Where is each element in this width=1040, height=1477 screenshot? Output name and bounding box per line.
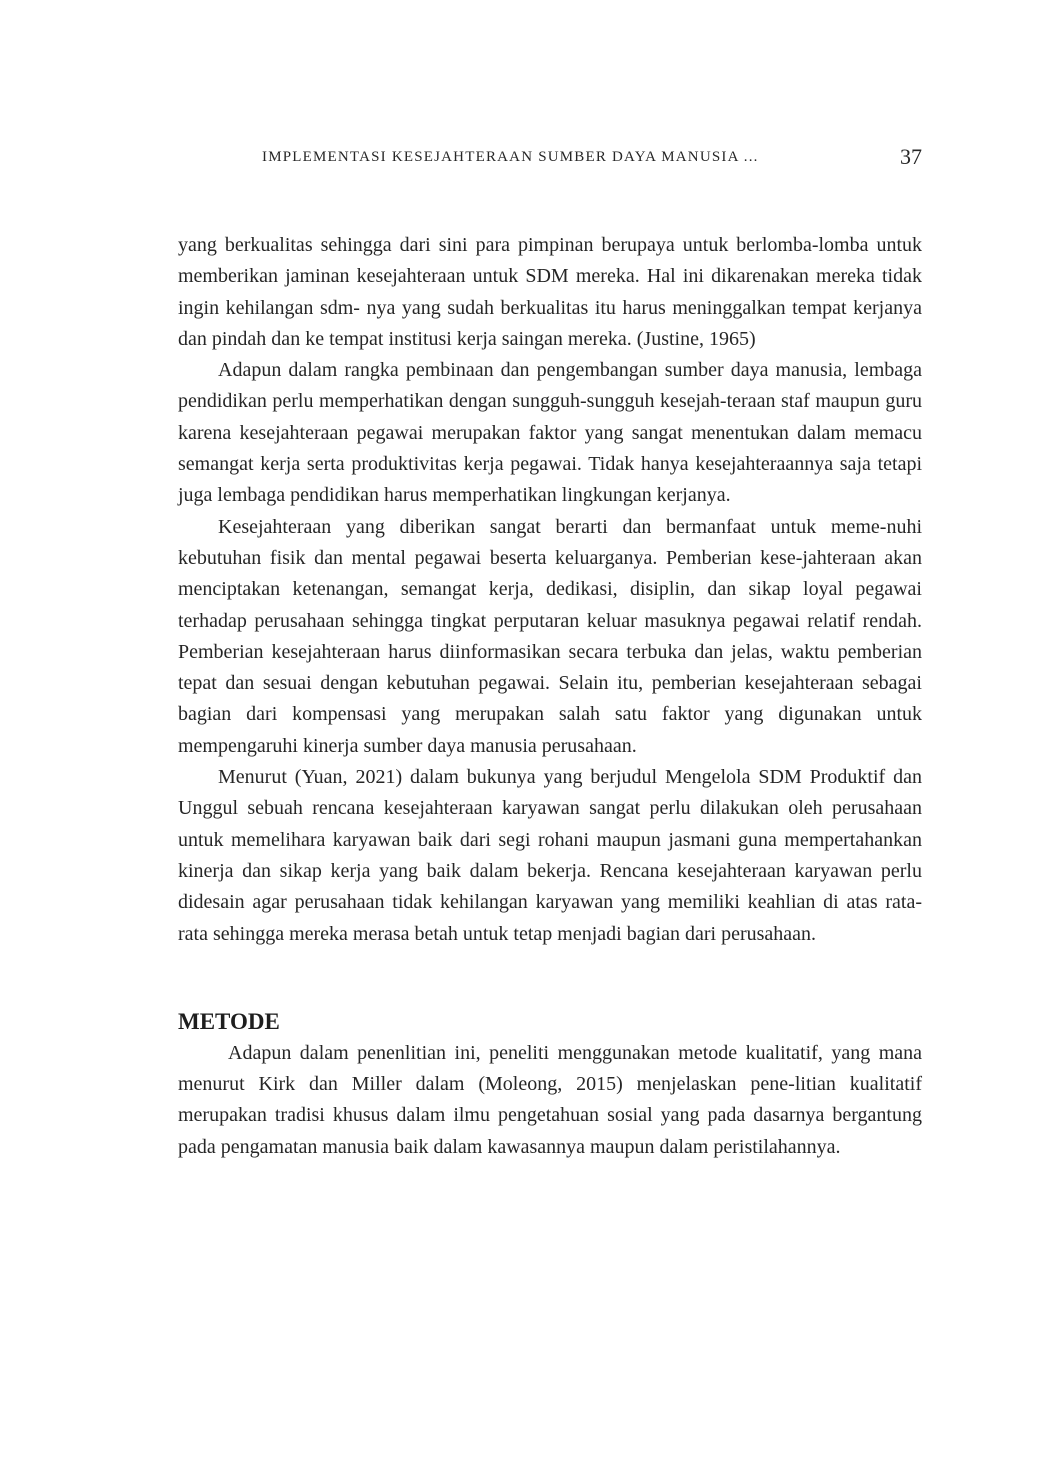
page-number: 37 — [900, 144, 922, 169]
running-header — [262, 144, 922, 171]
paragraph-pembinaan: Adapun dalam rangka pembinaan dan pengembangan sumber daya manusia, lembaga pendidikan perlu memperhatikan dengan sungguh-sungguh kesejah-teraan staf maupun guru karena kesejahteraan pegawai merupakan faktor yang sangat menentukan dalam memacu semangat kerja serta produktivitas kerja pegawai. Tidak hanya kesejahteraannya saja tetapi juga lembaga pendidikan harus memperhatikan lingkungan kerjanya. — [178, 359, 922, 507]
paragraph-continuation: yang berkualitas sehingga dari sini para pimpinan berupaya untuk berlomba-lomba untuk memberikan jaminan kesejahteraan untuk SDM mereka. Hal ini dikarenakan mereka tidak ingin kehilangan sdm- nya yang sudah berkualitas itu harus meninggalkan tempat kerjanya dan pindah dan ke tempat institusi kerja saingan mereka. (Justine, 1965) — [178, 234, 922, 350]
body-text — [178, 230, 922, 1163]
paragraph-menurut-yuan: Menurut (Yuan, 2021) dalam bukunya yang berjudul Mengelola SDM Produktif dan Unggul sebuah rencana kesejahteraan karyawan sangat perlu dilakukan oleh perusahaan untuk memelihara karyawan baik dari segi rohani maupun jasmani guna mempertahankan kinerja dan sikap kerja yang baik dalam bekerja. Rencana kesejahteraan karyawan perlu didesain agar perusahaan tidak kehilangan karyawan yang memiliki keahlian di atas rata- rata sehingga mereka merasa betah untuk tetap menjadi bagian dari perusahaan. — [178, 766, 922, 945]
paragraph-kesejahteraan: Kesejahteraan yang diberikan sangat berarti dan bermanfaat untuk meme-nuhi kebutuhan fisik dan mental pegawai beserta keluarganya. Pemberian kese-jahteraan akan menciptakan ketenangan, semangat kerja, dedikasi, disiplin, dan sikap loyal pegawai terhadap perusahaan sehingga tingkat perputaran keluar masuknya pegawai relatif rendah. Pemberian kesejahteraan harus diinformasikan secara terbuka dan jelas, waktu pemberian tepat dan sesuai dengan kebutuhan pegawai. Selain itu, pemberian kesejahteraan sebagai bagian dari kompensasi yang merupakan salah satu faktor yang digunakan untuk mempengaruhi kinerja sumber daya manusia perusahaan. — [178, 515, 922, 757]
paragraph-metode: Adapun dalam penenlitian ini, peneliti menggunakan metode kualitatif, yang mana menurut Kirk dan Miller dalam (Moleong, 2015) menjelaskan pene-litian kualitatif merupakan tradisi khusus dalam ilmu pengetahuan sosial yang pada dasarnya bergantung pada pengamatan manusia baik dalam kawasannya maupun dalam peristilahannya. — [178, 1041, 922, 1158]
running-title: IMPLEMENTASI KESEJAHTERAAN SUMBER DAYA MANUSIA ... — [262, 149, 759, 165]
section-heading-metode: METODE — [178, 1008, 280, 1034]
